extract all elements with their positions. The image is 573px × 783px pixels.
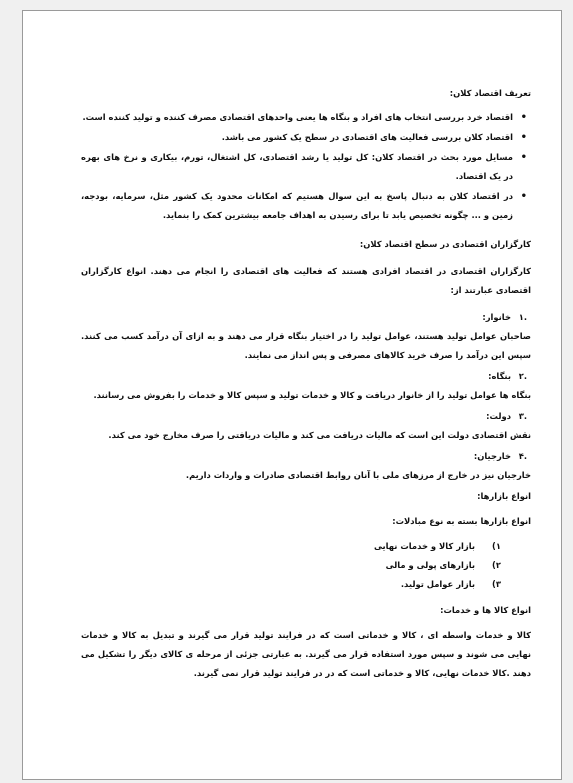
- agent-description: صاحبان عوامل تولید هستند، عوامل تولید را در اختیار بنگاه قرار می دهند و به ازای آن درآمد کسب می کنند. سپس این درآمد را صرف خرید کالاهای مصرفی و پس انداز می نمایند.: [81, 331, 531, 360]
- list-item: • اقتصاد خرد بررسی انتخاب های افراد و بنگاه ها یعنی واحدهای اقتصادی مصرف کننده و تولید کننده است.: [81, 108, 513, 127]
- agent-item: [81, 447, 531, 466]
- agent-description: خارجیان نیز در خارج از مرزهای ملی با آنان روابط اقتصادی صادرات و واردات داریم.: [185, 470, 531, 480]
- list-item: • در اقتصاد کلان به دنبال پاسخ به این سوال هستیم که امکانات محدود یک کشور مثل، سرمایه، بودجه، زمین و ... چگونه تخصیص یابد تا برای رسیدن به اهداف جامعه بیشترین کمک را بنماید.: [81, 187, 513, 225]
- item-number: .۱: [518, 312, 527, 322]
- item-number: .۳: [518, 411, 527, 421]
- markets-subheading: انواع بازارها بسته به نوع مبادلات:: [392, 516, 531, 526]
- item-number: .۴: [518, 451, 527, 461]
- document-page: [22, 10, 562, 780]
- macro-bullet-list: [81, 108, 531, 225]
- agent-title: بنگاه:: [488, 371, 511, 381]
- macro-heading: تعریف اقتصاد کلان:: [449, 88, 531, 98]
- item-number: ۳): [492, 579, 501, 589]
- list-item: [81, 556, 501, 575]
- market-label: بازار کالا و خدمات نهایی: [374, 541, 475, 551]
- market-label: بازارهای پولی و مالی: [385, 560, 475, 570]
- item-number: .۲: [518, 371, 527, 381]
- list-item: [81, 537, 501, 556]
- agent-title: خانوار:: [482, 312, 511, 322]
- list-item: [81, 575, 501, 594]
- item-number: ۲): [492, 560, 501, 570]
- agent-title: دولت:: [486, 411, 511, 421]
- market-label: بازار عوامل تولید.: [400, 579, 475, 589]
- agent-item: [81, 407, 531, 426]
- agent-description: نقش اقتصادی دولت این است که مالیات دریافت می کند و مالیات دریافتی را صرف مخارج خود می کند.: [108, 430, 531, 440]
- agents-intro: کارگزاران اقتصادی در اقتصاد افرادی هستند که فعالیت های اقتصادی را انجام می دهند. انواع کارگزاران اقتصادی عبارتند از:: [81, 266, 531, 295]
- agent-item: [81, 308, 531, 327]
- markets-heading: انواع بازارها:: [477, 491, 531, 501]
- goods-heading: انواع کالا ها و خدمات:: [440, 605, 531, 615]
- agents-heading: کارگزاران اقتصادی در سطح اقتصاد کلان:: [359, 239, 531, 249]
- item-number: ۱): [492, 541, 501, 551]
- goods-paragraph: کالا و خدمات واسطه ای ، کالا و خدماتی است که در فرایند تولید قرار می گیرند و تبدیل به کالا و خدمات نهایی می شوند و سپس مورد استفاده قرار می گیرند. به عبارتی جزئی از مرحله ی کالای دیگر را تشکیل می دهند .کالا خدمات نهایی، کالا و خدماتی است که در در فرایند تولید قرار نمی گیرند.: [81, 630, 531, 678]
- list-item: • اقتصاد کلان بررسی فعالیت های اقتصادی در سطح یک کشور می باشد.: [81, 128, 513, 147]
- list-item: • مسایل مورد بحث در اقتصاد کلان: کل تولید یا رشد اقتصادی، کل اشتغال، تورم، بیکاری و نرخ های بهره در یک اقتصاد.: [81, 148, 513, 186]
- agent-item: [81, 367, 531, 386]
- agent-description: بنگاه ها عوامل تولید را از خانوار دریافت و کالا و خدمات تولید و سپس کالا و خدمات را بفروش می رسانند.: [93, 390, 531, 400]
- markets-list: [81, 537, 531, 594]
- agent-title: خارجیان:: [473, 451, 511, 461]
- agents-list: [81, 308, 531, 485]
- document-body: [81, 84, 531, 683]
